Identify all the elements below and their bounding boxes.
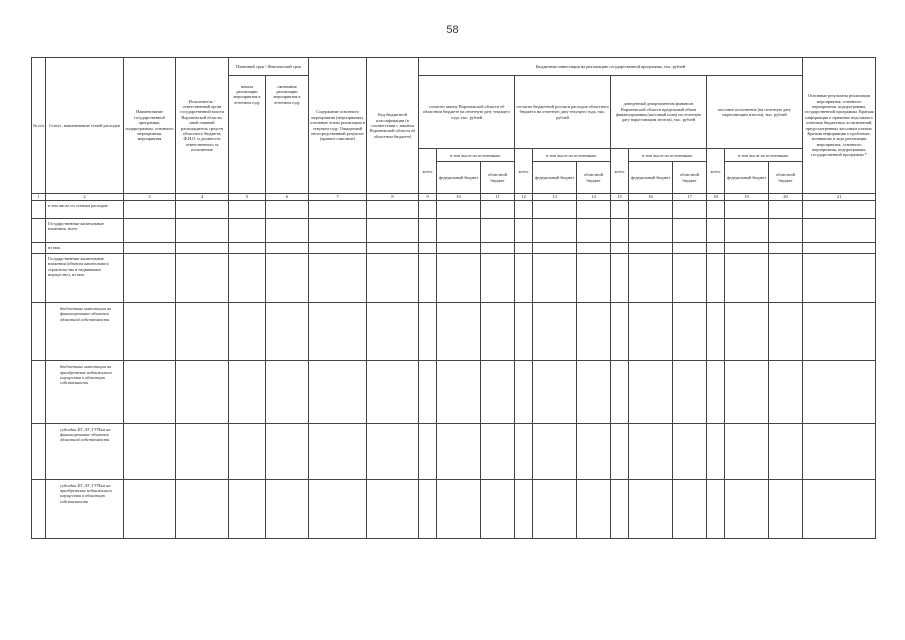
header-col-end: окончания реализации мероприятия в отчетном году [266, 75, 309, 193]
column-number: 13 [533, 194, 577, 201]
header-total: всего [515, 149, 533, 194]
table-row [32, 479, 876, 538]
column-number: 16 [629, 194, 673, 201]
column-number: 2 [46, 194, 124, 201]
row-label: бюджетные инвестиции на приобретение недвижимого имущества в областную собственность [46, 361, 124, 423]
table-row [32, 254, 876, 303]
column-number: 3 [124, 194, 176, 201]
header-col-status: Статус, наименование статей расходов [46, 58, 124, 194]
header-total: всего [707, 149, 725, 194]
header-regional: областной бюджет [577, 161, 611, 193]
column-number-row [32, 194, 876, 201]
row-label: из них: [46, 242, 124, 253]
header-federal: федеральный бюджет [629, 161, 673, 193]
row-label: бюджетные инвестиции на финансирование объектов областной собственности [46, 302, 124, 360]
header-by-list: согласно бюджетной росписи расходов областного бюджета на отчетную дату текущего года, тыс. рублей [515, 75, 611, 149]
column-number: 20 [769, 194, 803, 201]
table-row [32, 361, 876, 423]
column-number: 1 [32, 194, 46, 201]
header-federal: федеральный бюджет [533, 161, 577, 193]
header-planned-term: Плановый срок / Фактический срок [229, 58, 309, 76]
header-incl-sources: в том числе по источникам: [629, 149, 707, 161]
header-col-start: начала реализации мероприятия в отчетном году [229, 75, 266, 193]
column-number: 18 [707, 194, 725, 201]
header-total: всего [419, 149, 437, 194]
header-col-budget-code: Код бюджетной классификации (в соответствии с законом Воронежской области об областном бюджете) [367, 58, 419, 194]
header-col-content: Содержание основного мероприятия (мероприятия), основные этапы реализации в текущем году. Ожидаемый непосредственный результат (краткое описание) [309, 58, 367, 194]
column-number: 5 [229, 194, 266, 201]
column-number: 17 [673, 194, 707, 201]
header-col-executor: Исполнитель - ответственный орган государственной власти Воронежской области, иной главный распорядитель средств областного бюджета; Ф.И.О. и должность ответственного за исполнение [176, 58, 229, 194]
column-number: 19 [725, 194, 769, 201]
header-col-program: Наименование государственной программы, подпрограммы, основного мероприятия, мероприятия [124, 58, 176, 194]
row-label: Государственные капитальные вложения, всего [46, 218, 124, 242]
page-number: 58 [446, 24, 459, 36]
table-row [32, 302, 876, 360]
column-number: 12 [515, 194, 533, 201]
column-number: 14 [577, 194, 611, 201]
header-incl-sources: в том числе по источникам: [533, 149, 611, 161]
header-total: всего [611, 149, 629, 194]
header-cash-plan: доведенный департаментом финансов Воронежской области предельный объем финансирования (кассовый план) на отчетную дату нарастающим итогом), тыс. рублей [611, 75, 707, 149]
column-number: 8 [367, 194, 419, 201]
column-number: 10 [437, 194, 481, 201]
header-regional: областной бюджет [481, 161, 515, 193]
row-label: субсидии БУ, АУ, ГУПам на финансирование объектов областной собственности [46, 423, 124, 479]
row-label: субсидии БУ, АУ, ГУПам на приобретение недвижимого имущества в областную собственность [46, 479, 124, 538]
table-row [32, 201, 876, 219]
row-label: в том числе по статьям расходов: [46, 201, 124, 219]
header-col-results: Основные результаты реализации мероприятия, основного мероприятия, подпрограммы, государственной программы. Краткая информация о причинах недолжного освоения бюджетных ассигнований, предусмотренных кассовым планом. Краткая информация о проблемах, возникших в ходе реализации мероприятия, основного мероприятия, подпрограммы, государственной программы * [803, 58, 876, 194]
header-regional: областной бюджет [673, 161, 707, 193]
header-regional: областной бюджет [769, 161, 803, 193]
header-investments: Бюджетные инвестиции на реализацию государственной программы, тыс. рублей [419, 58, 803, 76]
header-federal: федеральный бюджет [725, 161, 769, 193]
investment-report-table [31, 57, 876, 539]
column-number: 15 [611, 194, 629, 201]
column-number: 6 [266, 194, 309, 201]
column-number: 9 [419, 194, 437, 201]
header-incl-sources: в том числе по источникам: [725, 149, 803, 161]
header-col-number: № п/п [32, 58, 46, 194]
column-number: 7 [309, 194, 367, 201]
header-federal: федеральный бюджет [437, 161, 481, 193]
column-number: 11 [481, 194, 515, 201]
table-row [32, 242, 876, 253]
column-number: 21 [803, 194, 876, 201]
table-row [32, 218, 876, 242]
table-row [32, 423, 876, 479]
header-by-law: согласно закону Воронежской области об областном бюджете на отчетную дату текущего года, тыс. рублей [419, 75, 515, 149]
header-incl-sources: в том числе по источникам: [437, 149, 515, 161]
row-label: Государственные капитальные вложения (объекты капитального строительства и недвижимое имущество), из них: [46, 254, 124, 303]
header-cash-exec: кассовое исполнение (на отчетную дату нарастающим итогом), тыс. рублей [707, 75, 803, 149]
column-number: 4 [176, 194, 229, 201]
